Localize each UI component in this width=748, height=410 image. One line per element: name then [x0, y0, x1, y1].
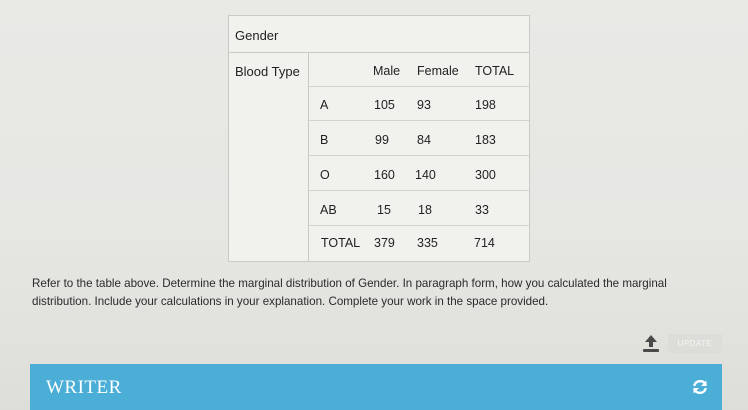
table-divider [309, 86, 529, 87]
table-cell: 15 [377, 203, 391, 217]
column-header-male: Male [373, 64, 401, 78]
table-cell: 105 [374, 98, 395, 112]
column-header-total: TOTAL [475, 64, 515, 78]
table-cell: 99 [375, 133, 389, 147]
row-label-a: A [320, 98, 329, 112]
table-group-header [229, 16, 529, 53]
refresh-icon[interactable] [690, 377, 710, 397]
table-cell: 714 [474, 236, 495, 250]
blood-type-gender-table [228, 15, 530, 262]
table-divider [309, 120, 529, 121]
table-cell: 379 [374, 236, 395, 250]
table-cell: 33 [475, 203, 489, 217]
table-cell: 335 [417, 236, 438, 250]
table-divider [309, 155, 529, 156]
column-header-female: Female [417, 64, 459, 78]
writer-label: WRITER [46, 377, 122, 398]
table-cell: 18 [418, 203, 432, 217]
table-cell: 160 [374, 168, 395, 182]
update-button[interactable]: UPDATE [668, 334, 722, 353]
writer-bar [30, 364, 722, 410]
row-label-ab: AB [320, 203, 337, 217]
upload-icon[interactable] [640, 333, 662, 355]
blood-type-header: Blood Type [235, 64, 300, 79]
table-divider-vertical [308, 53, 309, 261]
table-cell: 140 [415, 168, 436, 182]
table-cell: 183 [475, 133, 496, 147]
question-instructions: Refer to the table above. Determine the marginal distribution of Gender. In paragraph form, how you calculated the marginal distribution. Include your calculations in your explanation. Complete your work in the space provided. [32, 277, 667, 308]
gender-header: Gender [235, 28, 279, 43]
table-divider [309, 190, 529, 191]
table-cell: 300 [475, 168, 496, 182]
table-cell: 93 [417, 98, 431, 112]
row-label-o: O [320, 168, 330, 182]
table-divider [309, 225, 529, 226]
row-label-total: TOTAL [321, 236, 361, 250]
table-cell: 198 [475, 98, 496, 112]
table-cell: 84 [417, 133, 431, 147]
row-label-b: B [320, 133, 329, 147]
